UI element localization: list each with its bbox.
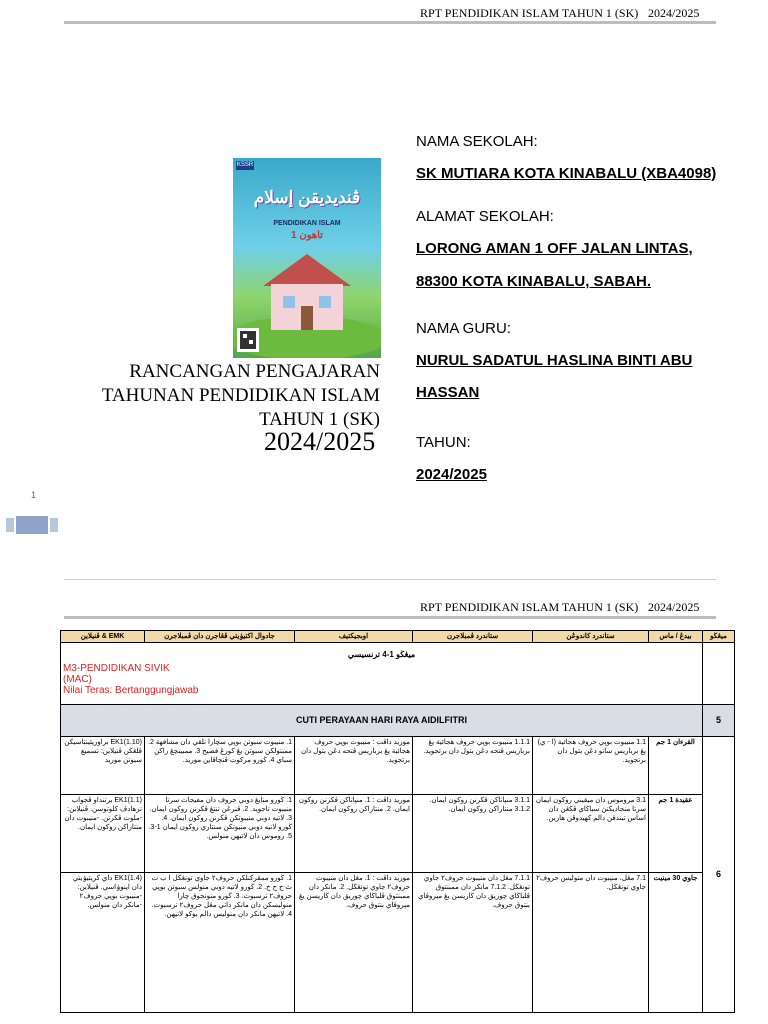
table-row bbox=[61, 737, 735, 795]
teacher-label: NAMA GURU: bbox=[416, 320, 512, 337]
bidang-cell: القرءان 1 جم bbox=[649, 737, 703, 795]
aktiviti-cell: 1. منيبوت سبوتن بوڽي سچارا تلقي دان مشافهة 2. ممبتولکن سبوتن يڠ کورڠ فصيح 3. ممبينچڠ راکن سباي 4. ڬورو مرکوت ڤنچاڤاين موريد. bbox=[145, 737, 295, 795]
col-header-emk: EMK & ڤنيلاين bbox=[61, 631, 145, 643]
book-cover-image bbox=[233, 158, 381, 358]
table-row-civic bbox=[61, 643, 735, 705]
sp-cell: 1.1.1 منيبوت بوڽي حروف هجائية يڠ برباريس ڤتحه دڠن بتول دان برتجويد. bbox=[413, 737, 533, 795]
address-line1: LORONG AMAN 1 OFF JALAN LINTAS, bbox=[416, 240, 693, 257]
aktiviti-cell: 1. ڬورو منايڠ دوبي حروف دان مفيجات سرتا منيبوت تاجويد. 2. ڤنرڠن تنتڠ ڤکرنن روکون ايمان. 3. لاتيه دوبي منيبوتکن ڤکرنن روکون ايمان. 4. ڬورو لاتيه دوبي منيوتکن سنتاري روکون ايمان 1-3. 5. روموس دان لاتيهن منولس. bbox=[145, 795, 295, 873]
year-value: 2024/2025 bbox=[416, 466, 487, 483]
book-title-jawi: ڤنديديقن إسلام bbox=[253, 188, 361, 207]
sp-cell: 7.1.1 مڠل دان منيبوت حروف٢ جاوي تونڠڬل. 7.1.2 مانکر دان ممبنتوق ڤلباڬاي چوريق دان ڬاريسن يڠ مڽروڤاي بنتوق حروف. bbox=[413, 873, 533, 1013]
table-header-row bbox=[61, 631, 735, 643]
plan-title bbox=[80, 360, 380, 432]
cuti-cell: CUTI PERAYAAN HARI RAYA AIDILFITRI bbox=[61, 705, 703, 737]
teacher-line2: HASSAN bbox=[416, 384, 480, 401]
sk-cell: 1.1 منيبوت بوڽي حروف هجائية (ا - ي) يڠ برباريس ساتو دڠن بتول دان برتجويد. bbox=[533, 737, 649, 795]
address-label: ALAMAT SEKOLAH: bbox=[416, 208, 554, 225]
col-header-objektif: اوبجيکتيف bbox=[295, 631, 413, 643]
school-value: SK MUTIARA KOTA KINABALU (XBA4098) bbox=[416, 165, 717, 182]
plan-title-line2: TAHUNAN PENDIDIKAN ISLAM bbox=[101, 385, 380, 406]
col-header-sp: ستاندرد ڤمبلاجرن bbox=[413, 631, 533, 643]
book-title-rumi: PENDIDIKAN ISLAM bbox=[273, 220, 341, 227]
book-subtitle: تاهون 1 bbox=[291, 230, 323, 241]
civic-line2: (MAC) bbox=[63, 674, 92, 685]
col-header-bidang: بيدڠ / ماس bbox=[649, 631, 703, 643]
kssr-badge: KSSR bbox=[236, 162, 254, 168]
week-6-cell: 6 bbox=[703, 737, 735, 1013]
emk-cell: EK1(1.4) داي کريتيۏيتي دان اينوۏاسي. ڤنيلاين: -منيبوت بوڽي حروف٢ -مانکر دان منولس. bbox=[61, 873, 145, 1013]
bidang-cell: جاوي 30 مينيت bbox=[649, 873, 703, 1013]
sk-cell: 3.1 مروموس دان ميقيني روکون ايمان سرتا منجاديکنڽ سباڬاي ڤڬڠن دان اساس تيندقن دالم کهيدوڤن هارين. bbox=[533, 795, 649, 873]
week-heading: ميڠڬو 1-4 ترنسيسي bbox=[347, 650, 416, 659]
page-number: 1 bbox=[31, 490, 37, 500]
civic-cell bbox=[61, 643, 703, 705]
col-header-sk: ستاندرد کاندوڠن bbox=[533, 631, 649, 643]
page2-header-title: RPT PENDIDIKAN ISLAM TAHUN 1 (SK) bbox=[420, 600, 639, 614]
plan-year: 2024/2025 bbox=[264, 427, 376, 456]
page-nav-widget[interactable] bbox=[6, 514, 58, 536]
page-header bbox=[420, 6, 638, 21]
address-line2: 88300 KOTA KINABALU, SABAH. bbox=[416, 273, 652, 290]
sk-cell: 7.1 مڠل، منيبوت دان منوليس حروف٢ جاوي تونڠڬل. bbox=[533, 873, 649, 1013]
year-label: TAHUN: bbox=[416, 434, 471, 451]
aktiviti-cell: 1. ڬورو ممڤرکنلکن حروف٢ جاوي تونڠڬل ا ب ت ث ج ح خ. 2. ڬورو لاتيه دوبي منولس سبوتن بوڽي حروف٢ ترسبوت. 3. ڬورو منونجوق چارا منوليسکن دان مانکر داتي مڠل حروف٢ ترسبوت. 4. لاتيهن مانکر دان منوليس دالم بوکو لاتيهن. bbox=[145, 873, 295, 1013]
table-row bbox=[61, 873, 735, 1013]
bidang-cell: عقيدة 1 جم bbox=[649, 795, 703, 873]
header-title: RPT PENDIDIKAN ISLAM TAHUN 1 (SK) bbox=[420, 6, 639, 20]
objektif-cell: موريد داڤت : منيبوت بوڽي حروف هجائية يڠ برباريس ڤتحه دڠن بتول دان برتجويد. bbox=[295, 737, 413, 795]
plan-title-line1: RANCANGAN PENGAJARAN bbox=[129, 361, 380, 382]
table-row bbox=[61, 795, 735, 873]
col-header-aktiviti: جادوال اکتيۏيتي ڤڠاجرن دان ڤمبلاجرن bbox=[145, 631, 295, 643]
col-header-minggu: ميڠڬو bbox=[703, 631, 735, 643]
page2-header-rule bbox=[64, 616, 716, 619]
civic-line1: M3-PENDIDIKAN SIVIK bbox=[63, 663, 170, 674]
objektif-cell: موريد داڤت : 1. منڽاتاکن ڤکرنن روکون ايمان. 2. منتاراکن روکون ايمان. bbox=[295, 795, 413, 873]
sp-cell: 3.1.1 منڽاتاکن ڤکرنن روکون ايمان. 3.1.2 منتاراکن روکون ايمان. bbox=[413, 795, 533, 873]
header-year: 2024/2025 bbox=[648, 6, 700, 20]
teacher-line1: NURUL SADATUL HASLINA BINTI ABU bbox=[416, 352, 693, 369]
page2-header-year: 2024/2025 bbox=[648, 600, 700, 614]
header-rule bbox=[64, 21, 716, 24]
week-5-cell: 5 bbox=[703, 705, 735, 737]
emk-cell: EK1(1.1) برتنداو ڤجواب ترهادڤ کلوتوسن. ڤنيلاين: -ملوت ڤکرنن. -منيبوت دان منتاراکن روکون ايمان. bbox=[61, 795, 145, 873]
civic-line3: Nilai Teras: Bertanggungjawab bbox=[63, 685, 199, 696]
civic-week-cell bbox=[703, 643, 735, 705]
emk-cell: EK1(1.10) براوريئينتاسيکن ڤلڠڬن ڤنيلاين: تسميع سيوتن موريد bbox=[61, 737, 145, 795]
house-illustration bbox=[233, 158, 381, 358]
table-row-cuti bbox=[61, 705, 735, 737]
page-divider bbox=[64, 579, 716, 580]
lesson-plan-table bbox=[60, 630, 735, 1013]
objektif-cell: موريد داڤت : 1. مڠل دان منيبوت حروف٢ جاوي تونڠڬل. 2. مانکر دان ممبنتوق ڤلباڬاي چوريق دان ڬاريسن يڠ مڽروڤاي بنتوق حروف. bbox=[295, 873, 413, 1013]
school-label: NAMA SEKOLAH: bbox=[416, 133, 538, 150]
plan-title-line3: TAHUN 1 (SK) bbox=[259, 409, 380, 430]
